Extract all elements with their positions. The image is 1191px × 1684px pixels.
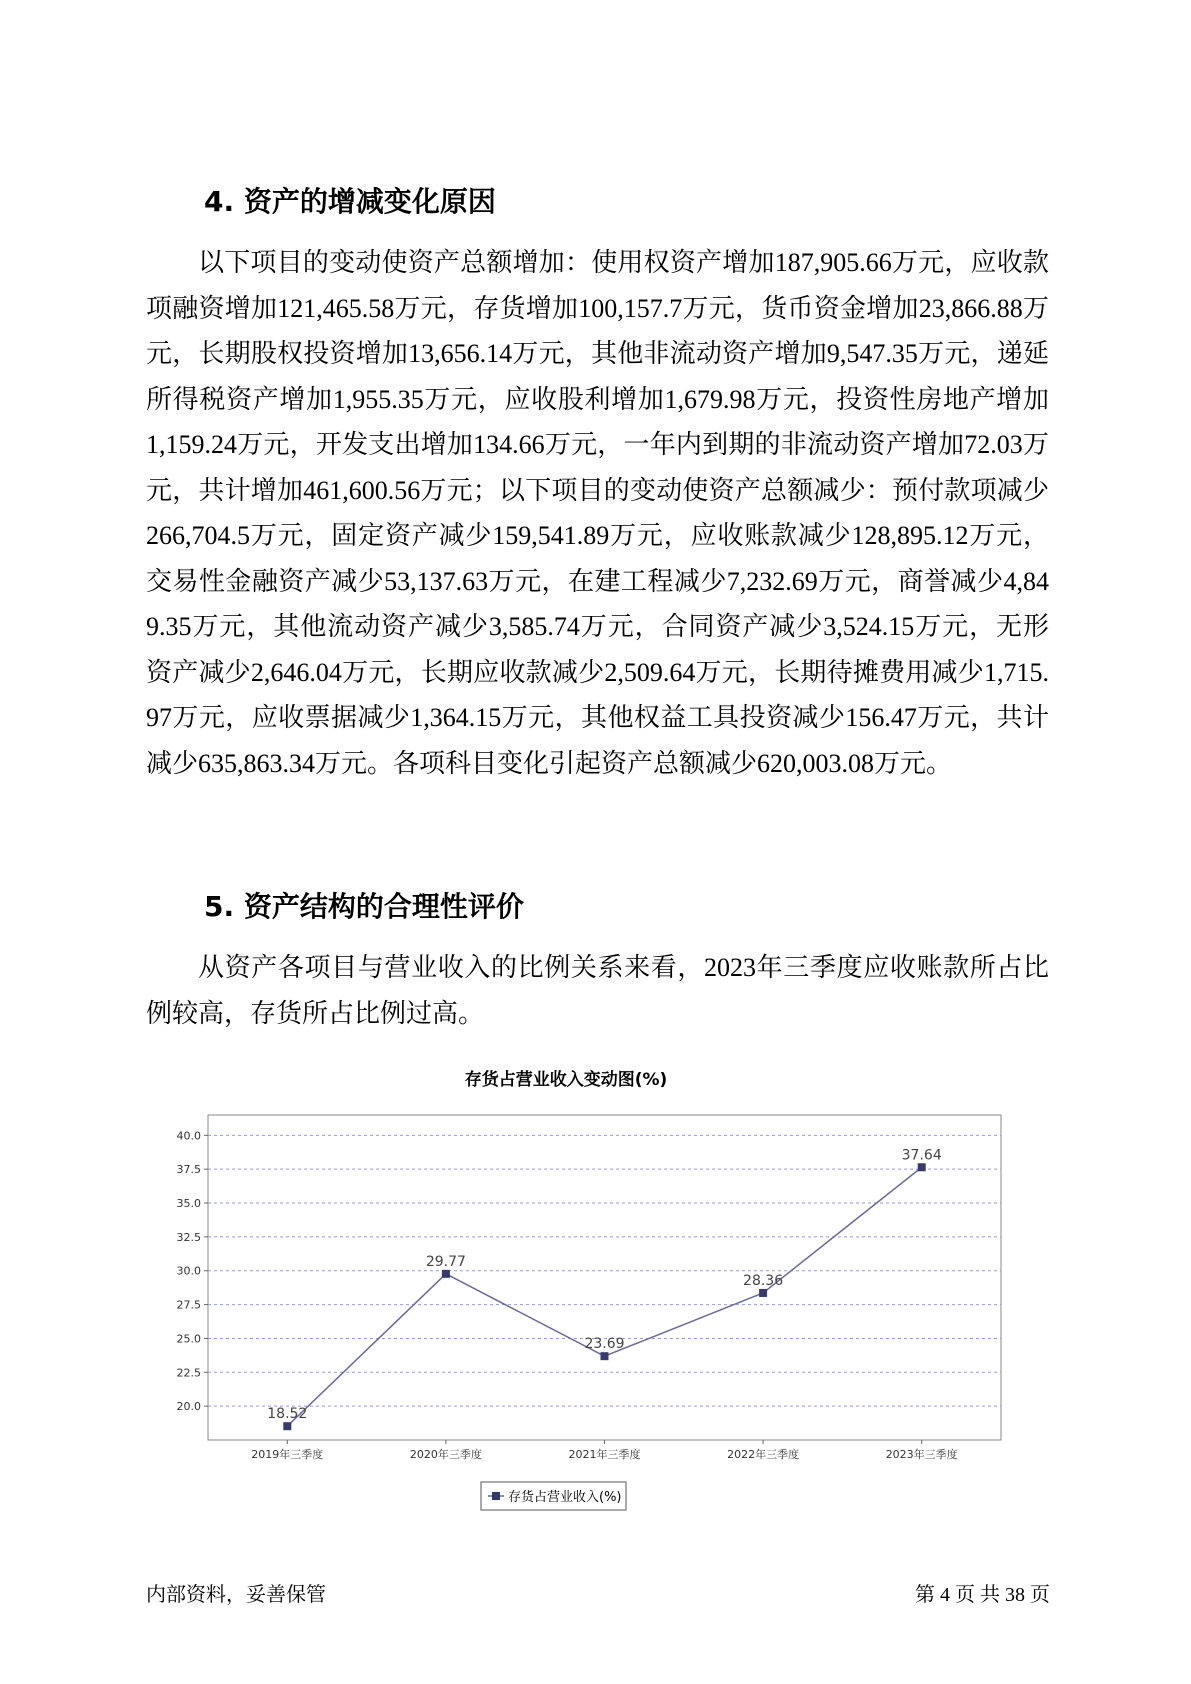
data-point-marker (601, 1352, 609, 1360)
y-tick-label: 37.5 (176, 1163, 201, 1177)
section-5-heading: 5. 资产结构的合理性评价 (204, 890, 524, 923)
y-tick-label: 20.0 (176, 1400, 201, 1414)
chart-legend (481, 1482, 626, 1510)
data-point-label: 28.36 (743, 1272, 784, 1289)
x-tick-label: 2022年三季度 (727, 1448, 800, 1461)
data-point-label: 18.52 (267, 1406, 308, 1423)
section-5-paragraph: 从资产各项目与营业收入的比例关系来看，2023年三季度应收账款所占比例较高，存货所占比例过高。 (146, 953, 1049, 1028)
chart-plot-frame (208, 1115, 1001, 1440)
y-tick-label: 22.5 (176, 1366, 201, 1380)
y-tick-label: 40.0 (176, 1129, 201, 1143)
y-tick-label: 27.5 (176, 1298, 201, 1312)
x-tick-label: 2023年三季度 (885, 1448, 958, 1461)
chart-x-axis (251, 1440, 957, 1461)
section-4-paragraph: 以下项目的变动使资产总额增加：使用权资产增加187,905.66万元，应收款项融资增加121,465.58万元，存货增加100,157.7万元，货币资金增加23,866.88万元，长期股权投资增加13,656.14万元，其他非流动资产增加9,547.35万元，递延所得税资产增加1,955.35万元，应收股利增加1,679.98万元，投资性房地产增加1,159.24万元，开发支出增加134.66万元，一年内到期的非流动资产增加72.03万元，共计增加461,600.56万元；以下项目的变动使资产总额减少：预付款项减少266,704.5万元，固定资产减少159,541.89万元，应收账款减少128,895.12万元，交易性金融资产减少53,137.63万元，在建工程减少7,232.69万元，商誉减少4,849.35万元，其他流动资产减少3,585.74万元，合同资产减少3,524.15万元，无形资产减少2,646.04万元，长期应收款减少2,509.64万元，长期待摊费用减少1,715.97万元，应收票据减少1,364.15万元，其他权益工具投资减少156.47万元，共计减少635,863.34万元。各项科目变化引起资产总额减少620,003.08万元。 (146, 248, 1049, 778)
data-point-marker (283, 1422, 291, 1430)
y-tick-label: 35.0 (176, 1197, 201, 1211)
data-point-label: 29.77 (425, 1253, 466, 1270)
data-point-label: 37.64 (901, 1147, 942, 1164)
footer-confidential-note: 内部资料，妥善保管 (146, 1584, 326, 1606)
x-tick-label: 2021年三季度 (568, 1448, 641, 1461)
chart-y-axis (177, 1129, 209, 1413)
x-tick-label: 2020年三季度 (409, 1448, 482, 1461)
y-tick-label: 32.5 (176, 1230, 201, 1244)
chart-title: 存货占营业收入变动图(%) (464, 1070, 668, 1090)
data-point-marker (918, 1163, 926, 1171)
footer-page-number: 第 4 页 共 38 页 (915, 1584, 1050, 1606)
data-point-marker (759, 1289, 767, 1297)
legend-marker-icon (492, 1492, 500, 1500)
data-point-marker (442, 1270, 450, 1278)
section-4-heading: 4. 资产的增减变化原因 (204, 185, 496, 218)
x-tick-label: 2019年三季度 (251, 1448, 324, 1461)
y-tick-label: 30.0 (176, 1264, 201, 1278)
legend-label: 存货占营业收入(%) (508, 1490, 622, 1505)
inventory-revenue-chart (146, 1060, 1049, 1520)
data-point-label: 23.69 (584, 1336, 625, 1353)
y-tick-label: 25.0 (176, 1332, 201, 1346)
